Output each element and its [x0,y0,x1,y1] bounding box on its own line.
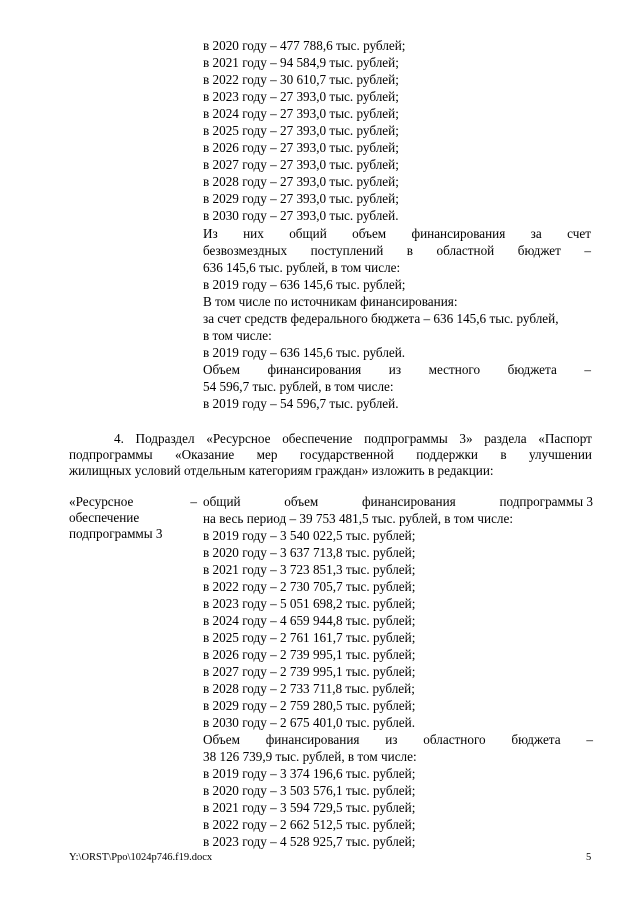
word: Объем [203,362,240,377]
regional-year-line: в 2022 году – 2 662 512,5 тыс. рублей; [203,817,416,832]
word: поддержки [416,447,478,462]
word: областной [436,243,495,258]
word: финансирования [267,362,362,377]
word: объем [352,226,387,241]
word: общий [289,226,327,241]
word: – [584,243,591,258]
regional-funding-line-2 [203,243,591,259]
word: общий [203,494,241,509]
word: подпрограммы [69,447,153,462]
word: обеспечение [282,431,353,446]
word: объем [284,494,319,509]
regional-year-line: в 2019 году – 3 374 196,6 тыс. рублей; [203,766,416,781]
sources-heading: В том числе по источникам финансирования: [203,294,458,309]
word: подпрограммы [364,431,448,446]
word: улучшении [528,447,592,462]
paragraph-4 [69,431,592,479]
word: «Паспорт [538,431,592,446]
word: жилищных условий отдельным категориям граждан» изложить в редакции: [69,463,494,478]
year-line: в 2027 году – 2 739 995,1 тыс. рублей; [203,664,416,679]
word: подпрограммы 3 [499,494,593,509]
word: «Оказание [175,447,235,462]
year-line: в 2020 году – 477 788,6 тыс. рублей; [203,38,406,53]
word: – [584,362,591,377]
paragraph-line [69,447,592,463]
table-label-cell [69,494,197,542]
word: счет [567,226,591,241]
year-line: в 2030 году – 2 675 401,0 тыс. рублей. [203,715,415,730]
federal-line-2: в том числе: [203,328,272,343]
word: бюджета [511,732,561,747]
word: бюджет [517,243,561,258]
label-text: подпрограммы 3 [69,526,163,541]
regional-line-2: 38 126 739,9 тыс. рублей, в том числе: [203,749,417,764]
word: них [243,226,264,241]
page-number: 5 [586,852,592,863]
local-2019-line: в 2019 году – 54 596,7 тыс. рублей. [203,396,399,411]
year-line: в 2028 году – 27 393,0 тыс. рублей; [203,174,399,189]
regional-year-line: в 2023 году – 4 528 925,7 тыс. рублей; [203,834,416,849]
word: 4. [114,431,124,446]
year-line: в 2021 году – 3 723 851,3 тыс. рублей; [203,562,416,577]
year-line: в 2023 году – 5 051 698,2 тыс. рублей; [203,596,416,611]
word: «Ресурсное [206,431,271,446]
year-line: в 2025 году – 27 393,0 тыс. рублей; [203,123,399,138]
year-line: в 2024 году – 27 393,0 тыс. рублей; [203,106,399,121]
word: из [388,362,402,377]
word: государственной [299,447,394,462]
year-line: в 2022 году – 2 730 705,7 тыс. рублей; [203,579,416,594]
regional-funding-line-1 [203,226,591,242]
year-line: в 2022 году – 30 610,7 тыс. рублей; [203,72,399,87]
word: финансирования [361,494,456,509]
federal-line-1: за счет средств федерального бюджета – 636 145,6 тыс. рублей, [203,311,559,326]
regional-year-line: в 2021 году – 3 594 729,5 тыс. рублей; [203,800,416,815]
word: безвозмездных [203,243,288,258]
year-line: в 2029 году – 2 759 280,5 тыс. рублей; [203,698,416,713]
total-line-1 [203,494,593,510]
word: за [530,226,542,241]
word: в [406,243,413,258]
label-text: «Ресурсное [69,494,134,509]
regional-year-line: в 2020 году – 3 503 576,1 тыс. рублей; [203,783,416,798]
word: местного [428,362,481,377]
word: Подраздел [135,431,195,446]
word: бюджета [507,362,557,377]
label-dash: – [190,494,197,509]
word: – [586,732,593,747]
paragraph-line [69,463,592,479]
year-line: в 2023 году – 27 393,0 тыс. рублей; [203,89,399,104]
label-line [69,510,197,526]
year-line: в 2019 году – 3 540 022,5 тыс. рублей; [203,528,416,543]
regional-line-1 [203,732,593,748]
total-line-2: на весь период – 39 753 481,5 тыс. рублей, в том числе: [203,511,514,526]
word: финансирования [411,226,506,241]
word: мер [256,447,278,462]
word: в [500,447,507,462]
year-line: в 2024 году – 4 659 944,8 тыс. рублей; [203,613,416,628]
word: Объем [203,732,240,747]
label-text: обеспечение [69,510,140,525]
paragraph-line [69,431,592,447]
word: финансирования [265,732,360,747]
year-line: в 2021 году – 94 584,9 тыс. рублей; [203,55,399,70]
word: областного [423,732,486,747]
regional-2019-line: в 2019 году – 636 145,6 тыс. рублей; [203,277,406,292]
year-line: в 2026 году – 27 393,0 тыс. рублей; [203,140,399,155]
label-line [69,526,197,542]
regional-funding-line-3: 636 145,6 тыс. рублей, в том числе: [203,260,401,275]
footer-file-path: Y:\ORST\Ppo\1024p746.f19.docx [69,852,213,863]
word: 3» [459,431,473,446]
federal-2019-line: в 2019 году – 636 145,6 тыс. рублей. [203,345,406,360]
local-funding-line-2: 54 596,7 тыс. рублей, в том числе: [203,379,394,394]
year-line: в 2028 году – 2 733 711,8 тыс. рублей; [203,681,415,696]
year-line: в 2026 году – 2 739 995,1 тыс. рублей; [203,647,416,662]
word: Из [203,226,218,241]
year-line: в 2030 году – 27 393,0 тыс. рублей. [203,208,399,223]
year-line: в 2029 году – 27 393,0 тыс. рублей; [203,191,399,206]
local-funding-line-1 [203,362,591,378]
word: поступлений [310,243,384,258]
year-line: в 2020 году – 3 637 713,8 тыс. рублей; [203,545,416,560]
year-line: в 2027 году – 27 393,0 тыс. рублей; [203,157,399,172]
year-line: в 2025 году – 2 761 161,7 тыс. рублей; [203,630,416,645]
word: раздела [484,431,527,446]
word: из [385,732,398,747]
label-line [69,494,197,510]
